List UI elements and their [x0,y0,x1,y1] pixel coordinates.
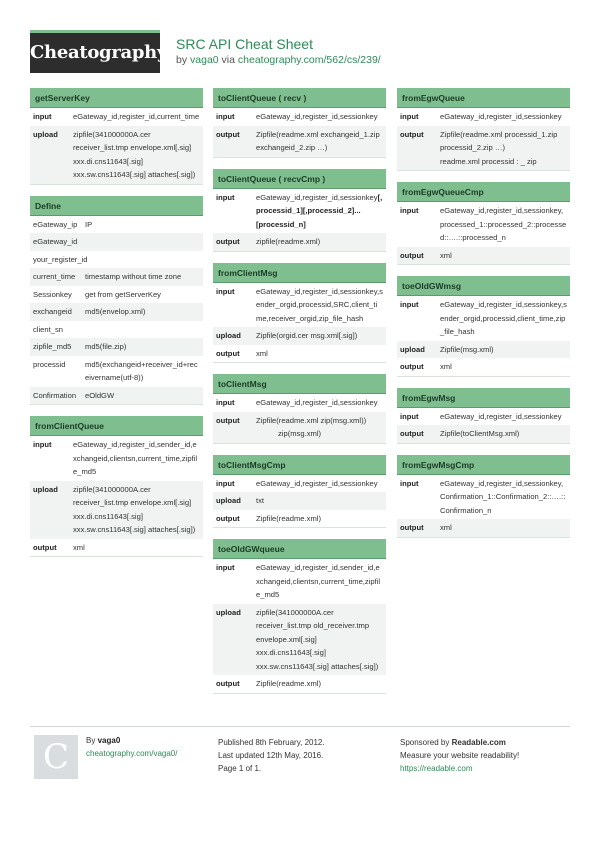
table-row: eGateway_id [30,233,203,251]
column-1 [30,88,203,568]
table-row: input eGateway_id,register_id,sessionkey [216,478,378,488]
sponsor-name: Readable.com [451,738,506,747]
footer [30,726,570,792]
updated-date: Last updated 12th May, 2016. [218,751,324,760]
card-fromclientqueue [30,416,203,557]
table-row: Sessionkey get from getServerKey [33,289,161,299]
card-title: toClientMsgCmp [213,455,386,475]
sponsor-link[interactable]: https://readable.com [400,764,473,773]
card-toeoldgwqueue [213,539,386,694]
table-row: processid md5(exchangeid+receiver_id+receivername(utf-8)) [33,359,198,382]
table-row: output Zipfile(readme.xml) [216,679,321,688]
table-row: output Zipfile(readme.xml exchangeid_1.zip exchangeid_2.zip …) [213,126,386,157]
card-title: fromEgwMsg [397,388,570,408]
footer-dates [218,736,325,775]
table-row: zipfile_md5 md5(file.zip) [30,338,203,356]
processid-params: [,processid_1][,processid_2]...[processid_n] [256,192,383,229]
table-row: output Zipfile(toClientMsg.xml) [397,425,570,443]
cheatography-logo[interactable] [30,30,168,73]
card-title: fromClientMsg [213,263,386,283]
table-row: output xml [400,362,452,371]
table-row: current_time timestamp without time zone [30,268,203,286]
table-row: output xml [397,519,570,537]
card-fromegwmsgcmp [397,455,570,538]
card-title: toeOldGWmsg [397,276,570,296]
table-row: your_register_id [33,254,88,264]
table-row: output xml [397,247,570,265]
avatar-letter: C [42,737,69,777]
card-title: toClientMsg [213,374,386,394]
table-row: output xml [216,348,268,358]
table-row: upload txt [213,492,386,510]
avatar[interactable] [34,735,78,779]
table-row: output xml [33,542,85,552]
card-toclientmsg [213,374,386,444]
table-row: input eGateway_id,register_id,sessionkey [400,112,562,121]
card-title: fromEgwMsgCmp [397,455,570,475]
published-date: Published 8th February, 2012. [218,738,325,747]
table-row: upload zipfile(341000000A.cer receiver_list.tmp old_receiver.tmp envelope.xml[.sig] xxx.di.cns11643[.sig] xxx.sw.cns11643[.sig] attaches[.sig]) [213,604,386,676]
table-row: input eGateway_id,register_id,sessionkey,sender_orgid,processid,client_time,zip_file_hash [400,300,567,336]
card-title: fromClientQueue [30,416,203,436]
table-row: output zipfile(readme.xml) [213,233,386,251]
card-title: getServerKey [30,88,203,108]
column-3 [397,88,570,549]
card-toclientqueue-recv [213,88,386,158]
table-row: input eGateway_id,register_id,sessionkey,sender_orgid,processid,SRC,client_time,receiver_orgid,zip_file_hash [216,286,383,323]
card-toclientmsgcmp [213,455,386,529]
table-row: input eGateway_id,register_id,sessionkey [216,112,378,121]
table-row: input eGateway_id,register_id,current_time [33,112,200,121]
card-title: fromEgwQueue [397,88,570,108]
table-row: upload zipfile(341000000A.cer receiver_list.tmp envelope.xml[.sig] xxx.di.cns11643[.sig] xxx.sw.cns11643[.sig] attaches[.sig]) [30,481,203,539]
card-toeoldgwmsg [397,276,570,377]
table-row: input eGateway_id,register_id,sessionkey [216,398,378,407]
sponsor-tagline: Measure your website readability! [400,751,520,760]
card-fromclientmsg [213,263,386,364]
footer-author-link[interactable]: cheatography.com/vaga0/ [86,749,178,758]
card-title: Define [30,196,203,216]
table-row: upload Zipfile(msg.xml) [397,341,570,359]
page-title: SRC API Cheat Sheet [176,36,313,52]
table-row: input eGateway_id,register_id,sessionkey[,processid_1][,processid_2]...[processid_n] [216,192,383,229]
card-toclientqueue-recvcmp [213,169,386,252]
table-row: output Zipfile(readme.xml processid_1.zip processid_2.zip …) readme.xml processid : _ zip [397,126,570,171]
byline: by vaga0 via cheatography.com/562/cs/239/ [176,54,381,66]
sheet-url-link[interactable]: cheatography.com/562/cs/239/ [237,54,381,66]
card-define [30,196,203,406]
card-fromegwmsg [397,388,570,444]
table-row: client_sn [33,324,63,334]
footer-author: By vaga0 [86,736,121,745]
logo-text: Cheatography [30,42,168,63]
table-row: upload Zipfile(orgid.cer msg.xml[.sig]) [213,327,386,345]
card-title: toeOldGWqueue [213,539,386,559]
card-fromegwqueuecmp [397,182,570,265]
table-row: Confirmation eOldGW [30,387,203,405]
card-title: toClientQueue ( recvCmp ) [213,169,386,189]
author-link[interactable]: vaga0 [190,54,219,66]
card-title: fromEgwQueueCmp [397,182,570,202]
table-row: input eGateway_id,register_id,sender_id,exchangeid,clientsn,current_time,zipfile_md5 [216,563,381,599]
table-row: input eGateway_id,register_id,sender_id,exchangeid,clientsn,current_time,zipfile_md5 [33,440,198,476]
footer-sponsor: Sponsored by Readable.com Measure your website readability! https://readable.com [400,738,520,773]
card-getserverkey [30,88,203,185]
table-row: upload zipfile(341000000A.cer receiver_list.tmp envelope.xml[.sig] xxx.di.cns11643[.sig] xxx.sw.cns11643[.sig] attaches[.sig]) [30,126,203,184]
page-count: Page 1 of 1. [218,764,262,773]
table-row: input eGateway_id,register_id,sessionkey,processed_1::processed_2::processed::….::processed_n [400,206,567,242]
card-fromegwqueue [397,88,570,171]
table-row: eGateway_ip IP [33,219,93,229]
table-row: input eGateway_id,register_id,sessionkey,Confirmation_1::Confirmation_2::….::Confirmation_n [400,478,566,515]
table-row: output Zipfile(readme.xml) [216,513,321,523]
table-row: input eGateway_id,register_id,sessionkey [400,411,562,421]
card-title: toClientQueue ( recv ) [213,88,386,108]
table-row: output Zipfile(readme.xml zip(msg.xml)) zip(msg.xml) [213,412,386,443]
column-2 [213,88,386,705]
table-row: exchangeid md5(envelop.xml) [30,303,203,321]
